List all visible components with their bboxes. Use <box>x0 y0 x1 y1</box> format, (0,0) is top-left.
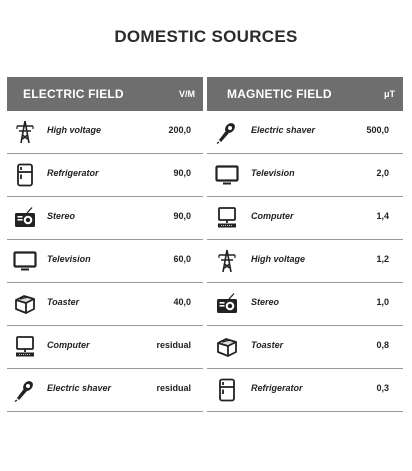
table-row <box>207 326 403 369</box>
source-label: Toaster <box>47 297 80 307</box>
electric-field-header-label: ELECTRIC FIELD <box>23 87 124 101</box>
source-value: residual <box>156 383 191 393</box>
source-value: residual <box>156 340 191 350</box>
power-tower-icon <box>13 120 37 144</box>
source-value: 90,0 <box>173 168 191 178</box>
table-row <box>207 154 403 197</box>
source-value: 60,0 <box>173 254 191 264</box>
source-value: 0,3 <box>376 383 389 393</box>
table-row <box>7 369 203 412</box>
refrigerator-icon <box>13 163 37 187</box>
source-label: Computer <box>251 211 294 221</box>
source-value: 0,8 <box>376 340 389 350</box>
table-row <box>7 326 203 369</box>
magnetic-field-header-label: MAGNETIC FIELD <box>227 87 332 101</box>
stereo-icon <box>13 206 37 230</box>
source-value: 2,0 <box>376 168 389 178</box>
electric-field-unit: V/M <box>178 89 195 99</box>
table-row <box>207 369 403 412</box>
table-row <box>207 283 403 326</box>
table-row <box>7 197 203 240</box>
source-label: Television <box>47 254 91 264</box>
magnetic-field-header <box>207 77 403 111</box>
source-label: Television <box>251 168 295 178</box>
electric-shaver-icon <box>215 120 239 144</box>
toaster-icon <box>13 292 37 316</box>
source-label: Stereo <box>47 211 76 221</box>
page-title: DOMESTIC SOURCES <box>114 27 298 46</box>
source-label: Stereo <box>251 297 280 307</box>
television-icon <box>13 249 37 273</box>
source-label: High voltage <box>47 125 102 135</box>
source-value: 500,0 <box>366 125 389 135</box>
television-icon <box>215 163 239 187</box>
computer-icon <box>215 206 239 230</box>
power-tower-icon <box>215 249 239 273</box>
table-row <box>7 283 203 326</box>
source-value: 90,0 <box>173 211 191 221</box>
electric-field-table <box>7 77 203 412</box>
source-value: 1,0 <box>376 297 389 307</box>
electric-field-header <box>7 77 203 111</box>
computer-icon <box>13 335 37 359</box>
table-row <box>7 240 203 283</box>
table-row <box>207 111 403 154</box>
table-row <box>207 197 403 240</box>
source-label: Refrigerator <box>47 168 99 178</box>
source-label: Electric shaver <box>251 125 316 135</box>
electric-shaver-icon <box>13 378 37 402</box>
source-value: 1,4 <box>376 211 389 221</box>
source-value: 200,0 <box>168 125 191 135</box>
magnetic-field-table <box>207 77 403 412</box>
source-label: Computer <box>47 340 90 350</box>
stereo-icon <box>215 292 239 316</box>
source-label: High voltage <box>251 254 306 264</box>
refrigerator-icon <box>215 378 239 402</box>
toaster-icon <box>215 335 239 359</box>
source-value: 40,0 <box>173 297 191 307</box>
source-label: Electric shaver <box>47 383 112 393</box>
magnetic-field-unit: μT <box>383 89 395 99</box>
source-label: Toaster <box>251 340 284 350</box>
table-row <box>7 111 203 154</box>
table-row <box>207 240 403 283</box>
table-row <box>7 154 203 197</box>
source-label: Refrigerator <box>251 383 303 393</box>
source-value: 1,2 <box>376 254 389 264</box>
